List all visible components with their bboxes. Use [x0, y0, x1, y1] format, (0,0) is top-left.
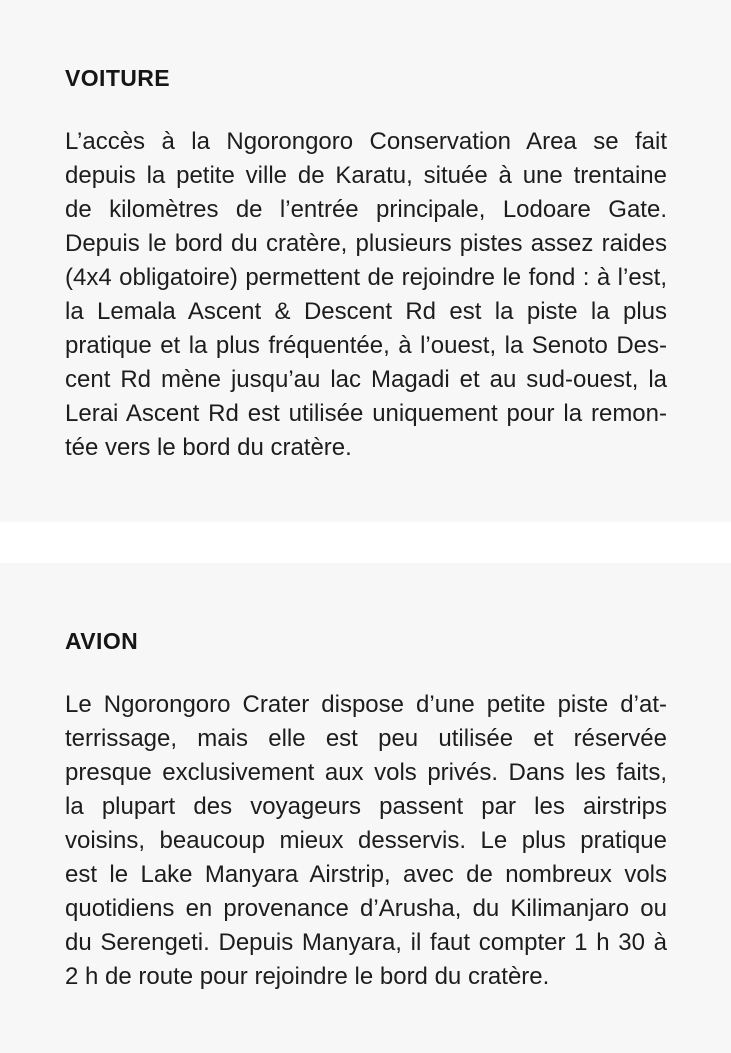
paragraph-avion [65, 688, 667, 994]
text-line: quotidiens en provenance d’Arusha, du Kilimanjaro ou [65, 895, 667, 922]
text-line: pratique et la plus fréquentée, à l’ouest, la Senoto Des- [65, 332, 667, 359]
section-title-avion: AVION [65, 628, 139, 654]
text-line: presque exclusivement aux vols privés. Dans les faits, [65, 759, 667, 786]
text-line: Depuis le bord du cratère, plusieurs pistes assez raides [65, 230, 667, 257]
text-line: voisins, beaucoup mieux desservis. Le plus pratique [65, 827, 667, 854]
text-line: 2 h de route pour rejoindre le bord du cratère. [65, 963, 550, 990]
text-line: L’accès à la Ngorongoro Conservation Area se fait [65, 128, 667, 155]
text-line: de kilomètres de l’entrée principale, Lodoare Gate. [65, 196, 667, 223]
section-title-voiture: VOITURE [65, 65, 171, 91]
text-line: terrissage, mais elle est peu utilisée et réservée [65, 725, 667, 752]
section-divider [0, 522, 731, 563]
paragraph-voiture [65, 125, 667, 465]
text-line: est le Lake Manyara Airstrip, avec de nombreux vols [65, 861, 667, 888]
text-line: Lerai Ascent Rd est utilisée uniquement pour la remon- [65, 400, 667, 427]
text-line: la plupart des voyageurs passent par les airstrips [65, 793, 667, 820]
text-line: (4x4 obligatoire) permettent de rejoindre le fond : à l’est, [65, 264, 667, 291]
section-avion [0, 563, 731, 1053]
text-line: du Serengeti. Depuis Manyara, il faut compter 1 h 30 à [65, 929, 667, 956]
text-line: depuis la petite ville de Karatu, située à une trentaine [65, 162, 667, 189]
text-line: Le Ngorongoro Crater dispose d’une petite piste d’at- [65, 691, 667, 718]
section-voiture [0, 0, 731, 522]
text-line: la Lemala Ascent & Descent Rd est la piste la plus [65, 298, 667, 325]
text-line: tée vers le bord du cratère. [65, 434, 352, 461]
text-line: cent Rd mène jusqu’au lac Magadi et au sud-ouest, la [65, 366, 667, 393]
